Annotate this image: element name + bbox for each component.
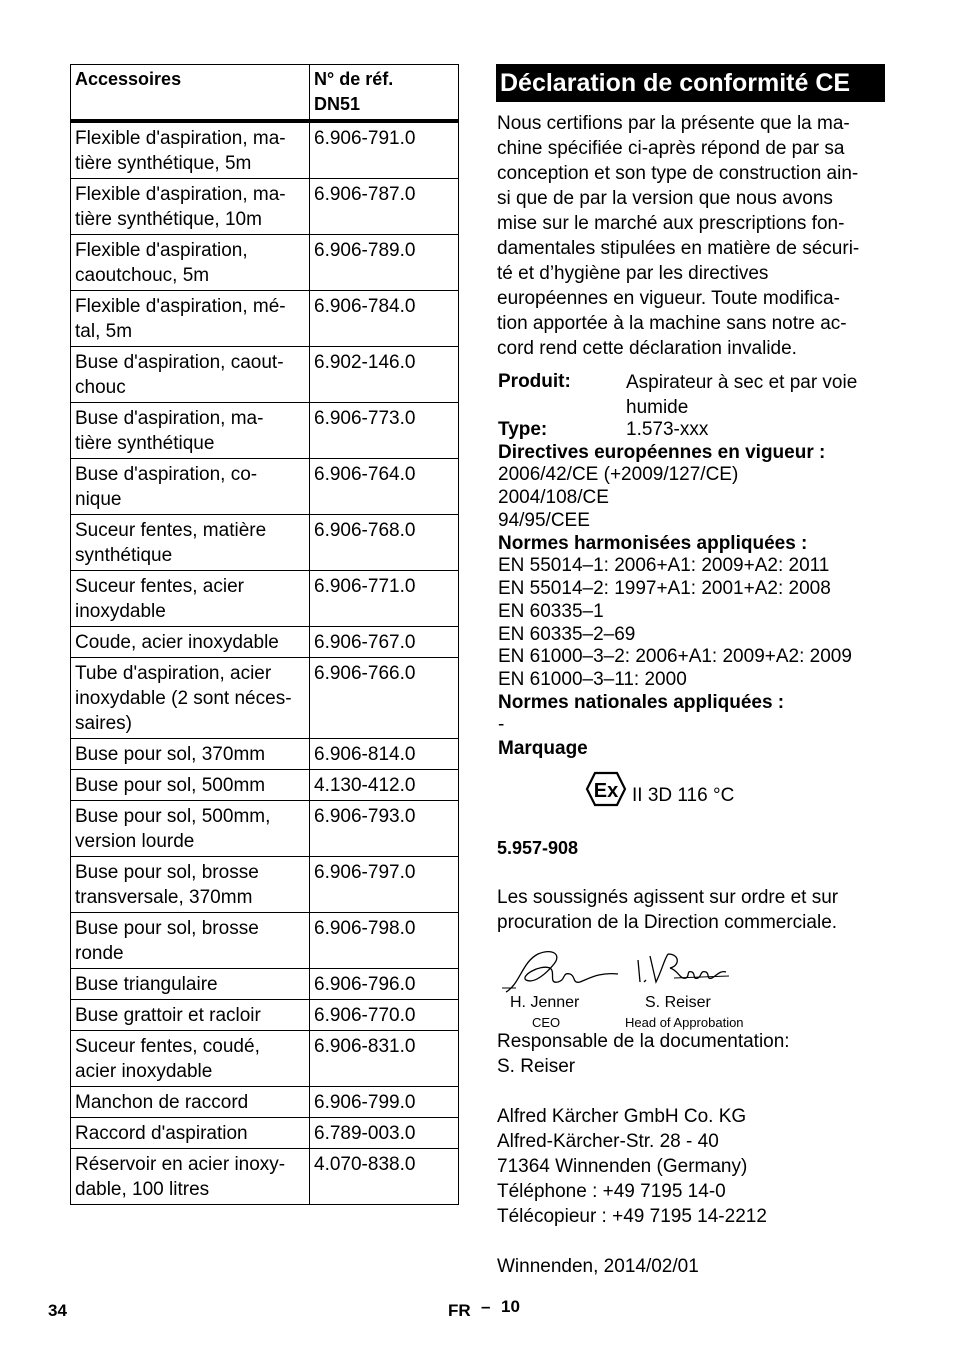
accessory-ref-cell: 6.906-793.0 (310, 801, 459, 857)
standard-item: EN 60335–1 (498, 601, 604, 622)
standard-item: EN 61000–3–2: 2006+A1: 2009+A2: 2009 (498, 646, 852, 667)
table-row (71, 571, 459, 627)
table-row (71, 459, 459, 515)
accessory-ref-cell: 6.906-799.0 (310, 1087, 459, 1118)
table-row (71, 291, 459, 347)
sig1-name: H. Jenner (510, 994, 580, 1011)
standard-item: EN 55014–2: 1997+A1: 2001+A2: 2008 (498, 578, 831, 599)
standard-item: EN 61000–3–11: 2000 (498, 669, 687, 690)
accessory-name-cell: Buse pour sol, brosse ronde (71, 913, 310, 969)
accessory-ref-cell: 6.906-768.0 (310, 515, 459, 571)
accessory-name-cell: Buse pour sol, 370mm (71, 739, 310, 770)
signatories-text: Les soussignés agissent sur ordre et sur procuration de la Direction commerciale. (497, 887, 839, 933)
marking-value: II 3D 116 °C (632, 785, 735, 806)
accessory-name-cell: Buse d'aspiration, ma- tière synthétique (71, 403, 310, 459)
standard-item: EN 55014–1: 2006+A1: 2009+A2: 2011 (498, 555, 830, 576)
footer-lang: FR (448, 1301, 471, 1320)
accessory-ref-cell: 6.906-789.0 (310, 235, 459, 291)
national-label: Normes nationales appliquées : (498, 692, 785, 713)
accessory-ref-cell: 6.906-764.0 (310, 459, 459, 515)
directive-item: 94/95/CEE (498, 510, 590, 531)
accessory-ref-cell: 6.906-770.0 (310, 1000, 459, 1031)
company-line: 71364 Winnenden (Germany) (497, 1156, 748, 1177)
table-row (71, 969, 459, 1000)
product-label: Produit: (498, 371, 571, 392)
place-date: Winnenden, 2014/02/01 (497, 1256, 699, 1277)
company-line: Alfred-Kärcher-Str. 28 - 40 (497, 1131, 719, 1152)
national-value: - (498, 714, 505, 735)
accessory-name-cell: Flexible d'aspiration, ma- tière synthétique, 5m (71, 121, 310, 179)
accessory-name-cell: Suceur fentes, acier inoxydable (71, 571, 310, 627)
accessory-name-cell: Réservoir en acier inoxy- dable, 100 litres (71, 1149, 310, 1205)
accessory-ref-cell: 6.906-798.0 (310, 913, 459, 969)
accessory-name-cell: Suceur fentes, coudé, acier inoxydable (71, 1031, 310, 1087)
table-row (71, 235, 459, 291)
table-row (71, 515, 459, 571)
accessory-ref-cell: 4.070-838.0 (310, 1149, 459, 1205)
accessory-ref-cell: 6.906-796.0 (310, 969, 459, 1000)
marking-label: Marquage (498, 738, 588, 759)
declaration-title: Déclaration de conformité CE (496, 64, 885, 102)
footer-dash: – (481, 1297, 491, 1316)
company-line: Téléphone : +49 7195 14-0 (497, 1181, 726, 1202)
table-row (71, 347, 459, 403)
type-label: Type: (498, 419, 548, 440)
directive-item: 2004/108/CE (498, 487, 609, 508)
table-row (71, 857, 459, 913)
table-row (71, 1000, 459, 1031)
table-body (71, 121, 459, 1205)
accessory-ref-cell: 6.902-146.0 (310, 347, 459, 403)
company-line: Télécopieur : +49 7195 14-2212 (497, 1206, 767, 1227)
doc-responsible: Responsable de la documentation: S. Reiser (497, 1031, 790, 1077)
ex-mark-icon (585, 771, 627, 807)
accessory-ref-cell: 6.906-814.0 (310, 739, 459, 770)
accessory-name-cell: Flexible d'aspiration, caoutchouc, 5m (71, 235, 310, 291)
accessory-ref-cell: 6.906-791.0 (310, 121, 459, 179)
company-line: Alfred Kärcher GmbH Co. KG (497, 1106, 747, 1127)
product-value: Aspirateur à sec et par voie humide (626, 372, 858, 418)
table-row (71, 403, 459, 459)
accessory-name-cell: Buse d'aspiration, co- nique (71, 459, 310, 515)
signature-jenner (500, 944, 630, 996)
directive-item: 2006/42/CE (+2009/127/CE) (498, 464, 739, 485)
table-row (71, 801, 459, 857)
table-row (71, 1031, 459, 1087)
standard-item: EN 60335–2–69 (498, 624, 636, 645)
accessory-ref-cell: 6.906-773.0 (310, 403, 459, 459)
accessory-name-cell: Manchon de raccord (71, 1087, 310, 1118)
accessory-name-cell: Buse d'aspiration, caout- chouc (71, 347, 310, 403)
sig2-name: S. Reiser (645, 994, 711, 1011)
table-row (71, 913, 459, 969)
accessory-ref-cell: 6.906-771.0 (310, 571, 459, 627)
accessory-ref-cell: 4.130-412.0 (310, 770, 459, 801)
declaration-intro: Nous certifions par la présente que la ma- chine spécifiée ci-après répond de par sa conception et son type de construction ain- si que de par la version que nous avons mise sur le marché aux prescriptions fon- damentales stipulées en matière de sécuri- té et d’hygiène par les directives européennes en vigueur. Toute modifica- tion apportée à la machine sans notre ac- cord rend cette déclaration invalide. (497, 113, 860, 359)
page-number: 34 (48, 1301, 67, 1320)
accessory-name-cell: Buse triangulaire (71, 969, 310, 1000)
accessory-ref-cell: 6.789-003.0 (310, 1118, 459, 1149)
table-row (71, 770, 459, 801)
accessory-name-cell: Buse pour sol, 500mm, version lourde (71, 801, 310, 857)
accessory-ref-cell: 6.906-784.0 (310, 291, 459, 347)
accessory-name-cell: Flexible d'aspiration, mé- tal, 5m (71, 291, 310, 347)
accessory-ref-cell: 6.906-787.0 (310, 179, 459, 235)
accessories-table (70, 64, 459, 1205)
table-row (71, 627, 459, 658)
table-row (71, 658, 459, 739)
accessory-name-cell: Flexible d'aspiration, ma- tière synthétique, 10m (71, 179, 310, 235)
table-header-row (71, 65, 459, 122)
standards-label: Normes harmonisées appliquées : (498, 533, 808, 554)
accessory-ref-cell: 6.906-797.0 (310, 857, 459, 913)
ex-mark-text: Ex (593, 780, 619, 802)
table-row (71, 179, 459, 235)
header-ref: N° de réf. DN51 (310, 65, 459, 122)
table-row (71, 1118, 459, 1149)
accessory-name-cell: Buse pour sol, brosse transversale, 370mm (71, 857, 310, 913)
table-row (71, 739, 459, 770)
accessory-name-cell: Buse grattoir et racloir (71, 1000, 310, 1031)
accessory-ref-cell: 6.906-767.0 (310, 627, 459, 658)
table-row (71, 1087, 459, 1118)
doc-number: 5.957-908 (497, 838, 579, 858)
accessory-ref-cell: 6.906-766.0 (310, 658, 459, 739)
accessory-name-cell: Raccord d'aspiration (71, 1118, 310, 1149)
company-address (497, 1104, 889, 1229)
accessory-name-cell: Buse pour sol, 500mm (71, 770, 310, 801)
signature-reiser (634, 950, 734, 990)
type-value: 1.573-xxx (626, 419, 709, 440)
header-accessories: Accessoires (71, 65, 310, 122)
accessory-name-cell: Coude, acier inoxydable (71, 627, 310, 658)
sig2-role: Head of Approbation (625, 1015, 744, 1030)
footer-section-page: 10 (501, 1297, 520, 1316)
table-row (71, 121, 459, 179)
table-row (71, 1149, 459, 1205)
accessory-name-cell: Suceur fentes, matière synthétique (71, 515, 310, 571)
directives-label: Directives européennes en vigueur : (498, 442, 826, 463)
sig1-role: CEO (532, 1015, 561, 1030)
accessory-name-cell: Tube d'aspiration, acier inoxydable (2 sont néces- saires) (71, 658, 310, 739)
accessory-ref-cell: 6.906-831.0 (310, 1031, 459, 1087)
